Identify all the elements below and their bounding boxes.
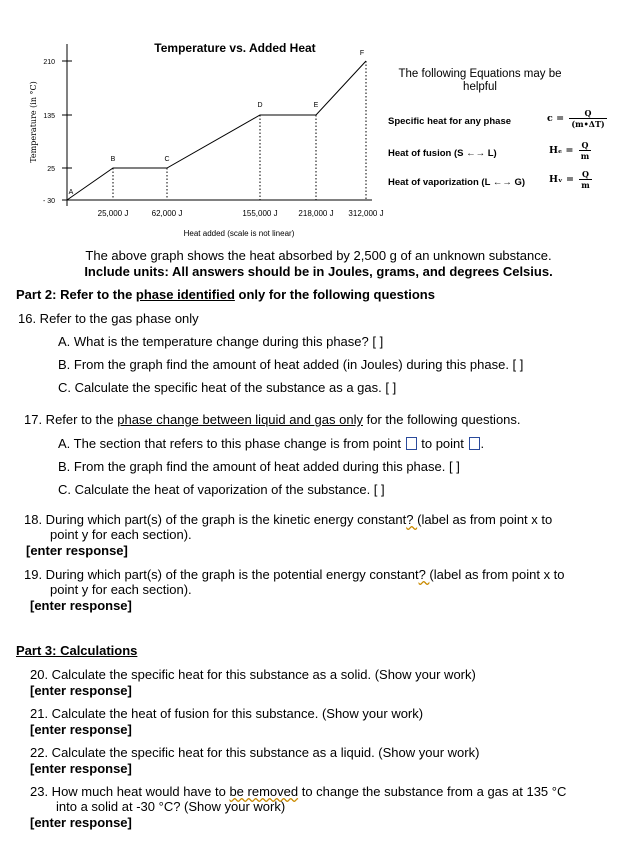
q23-line1-suffix: to change the substance from a gas at 135 °C — [298, 784, 567, 799]
q17-stem-suffix: for the following questions. — [362, 412, 521, 427]
q17-a-suffix: . — [480, 436, 485, 451]
eq-specific-heat-lhs: c = — [547, 113, 565, 124]
q22-text: 22. Calculate the specific heat for this substance as a liquid. (Show your work) — [30, 745, 480, 760]
heating-curve-line — [67, 61, 366, 200]
point-label-d: D — [257, 102, 263, 109]
intro-line-1: The above graph shows the heat absorbed by 2,500 g of an unknown substance. — [85, 248, 552, 263]
q18-line-2: point y for each section). — [50, 527, 192, 542]
q22-response[interactable]: [enter response] — [30, 761, 132, 776]
q16-c: C. Calculate the specific heat of the substance as a gas. [ ] — [58, 380, 397, 395]
point-label-f: F — [359, 50, 365, 57]
q19-response[interactable]: [enter response] — [30, 598, 132, 613]
intro-line-2: Include units: All answers should be in Joules, grams, and degrees Celsius. — [84, 264, 553, 279]
q21-response[interactable]: [enter response] — [30, 722, 132, 737]
x-tick-label: 62,000 J — [151, 209, 183, 218]
eq-fusion-den: m — [580, 151, 590, 161]
point-label-c: C — [164, 156, 170, 163]
chart-axes — [62, 44, 372, 206]
q17-a-prefix: A. The section that refers to this phase change is from point — [58, 436, 405, 451]
q21-text: 21. Calculate the heat of fusion for this substance. (Show your work) — [30, 706, 424, 721]
q18-line1-mark: ? — [406, 512, 418, 527]
heating-curve — [67, 61, 366, 200]
y-axis-label: Temperature (in °C) — [29, 81, 38, 163]
q23-line1-prefix: 23. How much heat would have to — [30, 784, 230, 799]
q16-b: B. From the graph find the amount of heat added (in Joules) during this phase. [ ] — [58, 357, 524, 372]
q19-line1-prefix: 19. During which part(s) of the graph is the potential energy constant — [24, 567, 419, 582]
eq-vaporization-num: Q — [579, 169, 591, 180]
eq-specific-heat-den: (m•ΔT) — [571, 119, 605, 129]
eq-vaporization-formula — [549, 169, 592, 190]
x-tick-label: 25,000 J — [97, 209, 129, 218]
y-tick-label: 135 — [43, 113, 55, 120]
q19-line1-suffix: (label as from point x to — [429, 567, 565, 582]
eq-specific-heat-num: Q — [569, 108, 606, 119]
q23-response[interactable]: [enter response] — [30, 815, 132, 830]
eq-fusion-fraction — [579, 140, 591, 161]
y-tick-label: - 30 — [42, 198, 55, 205]
eq-vaporization-lhs: Hᵥ = — [549, 174, 574, 185]
point-label-e: E — [313, 102, 319, 109]
point-label-b: B — [110, 156, 116, 163]
x-tick-label: 155,000 J — [242, 209, 278, 218]
part3-heading: Part 3: Calculations — [16, 643, 138, 658]
eq-vaporization-den: m — [581, 180, 590, 190]
q18-response[interactable]: [enter response] — [26, 543, 128, 558]
equations-title: The following Equations may be helpful — [398, 68, 562, 93]
eq-fusion-label: Heat of fusion (S ←→ L) — [388, 148, 497, 159]
chart-title: Temperature vs. Added Heat — [154, 41, 316, 55]
q17-stem-underlined: phase change between liquid and gas only — [117, 412, 363, 427]
q17-from-point-input[interactable] — [406, 437, 417, 450]
eq-specific-heat-formula — [547, 108, 607, 129]
y-tick-label: 210 — [43, 59, 55, 66]
q19-line-1 — [24, 567, 565, 582]
eq-specific-heat-fraction — [569, 108, 606, 129]
q17-a — [58, 436, 484, 451]
part2-underlined: phase identified — [135, 287, 235, 302]
point-label-a: A — [68, 189, 74, 196]
y-tick-label: 25 — [47, 166, 55, 173]
q17-c: C. Calculate the heat of vaporization of the substance. [ ] — [58, 482, 385, 497]
point-labels — [69, 50, 364, 196]
q23-line-1 — [30, 784, 566, 799]
eq-specific-heat-label: Specific heat for any phase — [388, 116, 512, 127]
eq-fusion-num: Q — [579, 140, 591, 151]
q18-line1-suffix: (label as from point x to — [417, 512, 553, 527]
temperature-heat-chart — [0, 30, 633, 240]
dotted-guides — [110, 61, 366, 200]
q16-a: A. What is the temperature change during this phase? [ ] — [58, 334, 384, 349]
q19-line-2: point y for each section). — [50, 582, 192, 597]
q16-stem: 16. Refer to the gas phase only — [18, 311, 199, 326]
eq-fusion-formula — [549, 140, 591, 161]
q18-line-1 — [24, 512, 552, 527]
x-tick-label: 312,000 J — [348, 209, 384, 218]
part2-prefix: Part 2: Refer to the — [16, 287, 136, 302]
q20-text: 20. Calculate the specific heat for this substance as a solid. (Show your work) — [30, 667, 476, 682]
q17-b: B. From the graph find the amount of heat added during this phase. [ ] — [58, 459, 460, 474]
q19-line1-mark: ? — [418, 567, 430, 582]
q17-a-mid: to point — [417, 436, 468, 451]
eq-fusion-lhs: Hₑ = — [549, 145, 574, 156]
part2-heading — [16, 287, 435, 302]
q20-response[interactable]: [enter response] — [30, 683, 132, 698]
eq-vaporization-label: Heat of vaporization (L ←→ G) — [388, 177, 526, 188]
q18-line1-prefix: 18. During which part(s) of the graph is the kinetic energy constant — [24, 512, 407, 527]
q23-line-2: into a solid at -30 °C? (Show your work) — [56, 799, 286, 814]
eq-vaporization-fraction — [579, 169, 591, 190]
part2-suffix: only for the following questions — [234, 287, 435, 302]
q17-to-point-input[interactable] — [469, 437, 480, 450]
x-tick-label: 218,000 J — [298, 209, 334, 218]
q23-line1-mark: be removed — [229, 784, 299, 799]
q17-stem — [24, 412, 521, 427]
tick-labels — [43, 59, 384, 218]
q17-stem-prefix: 17. Refer to the — [24, 412, 118, 427]
x-axis-label: Heat added (scale is not linear) — [183, 229, 295, 238]
